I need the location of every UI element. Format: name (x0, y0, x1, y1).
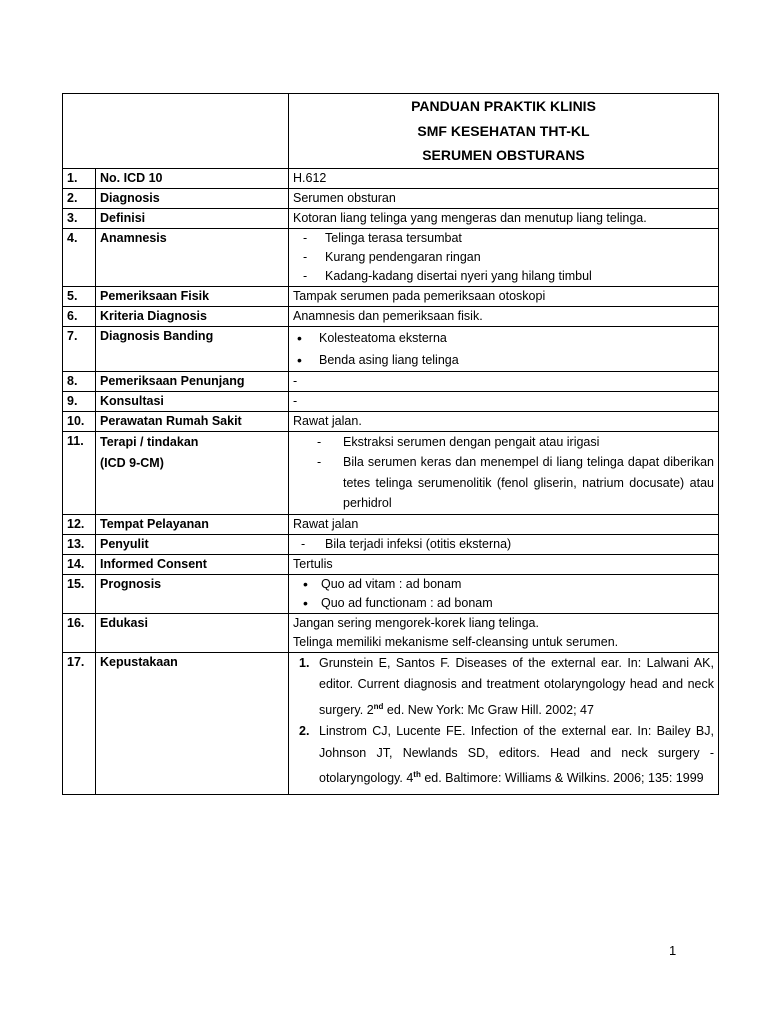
row-value: - (289, 391, 719, 411)
list-item: - Kurang pendengaran ringan (293, 248, 714, 267)
row-label: Diagnosis Banding (96, 326, 289, 371)
row-label: Tempat Pelayanan (96, 514, 289, 534)
table-row (63, 208, 719, 228)
row-label-line-2: (ICD 9-CM) (100, 455, 164, 470)
reference-text: Grunstein E, Santos F. Diseases of the external ear. In: Lalwani AK, editor. Current diagnosis and treatment otolaryngology head and neck surgery. 2 (319, 655, 714, 717)
education-line-2: Telinga memiliki mekanisme self-cleansing untuk serumen. (293, 634, 619, 649)
row-value: H.612 (289, 168, 719, 188)
reference-text-end: ed. New York: Mc Graw Hill. 2002; 47 (383, 702, 594, 717)
header-blank-cell (63, 94, 289, 169)
row-number: 7. (63, 326, 96, 371)
reference-item (293, 721, 714, 790)
row-value (289, 431, 719, 514)
row-number: 3. (63, 208, 96, 228)
reference-superscript: nd (373, 701, 384, 711)
row-label: Diagnosis (96, 188, 289, 208)
differential-list (293, 327, 714, 371)
row-value: Kotoran liang telinga yang mengeras dan menutup liang telinga. (289, 208, 719, 228)
list-item: - Kadang-kadang disertai nyeri yang hilang timbul (293, 267, 714, 286)
row-label: Definisi (96, 208, 289, 228)
row-number: 15. (63, 574, 96, 613)
table-row (63, 168, 719, 188)
title-line-2: SMF KESEHATAN THT-KL (417, 122, 590, 139)
row-value (289, 613, 719, 652)
row-number: 2. (63, 188, 96, 208)
row-number: 5. (63, 286, 96, 306)
table-row (63, 391, 719, 411)
row-value (289, 326, 719, 371)
row-number: 10. (63, 411, 96, 431)
row-label: Kriteria Diagnosis (96, 306, 289, 326)
table-row (63, 554, 719, 574)
table-row (63, 534, 719, 554)
row-value: Rawat jalan. (289, 411, 719, 431)
table-row (63, 326, 719, 371)
reference-text-end: ed. Baltimore: Williams & Wilkins. 2006; 135: 1999 (420, 771, 704, 786)
reference-list (293, 653, 714, 790)
table-row (63, 514, 719, 534)
row-value: Tampak serumen pada pemeriksaan otoskopi (289, 286, 719, 306)
row-value (289, 228, 719, 286)
list-item: • Kolesteatoma eksterna (293, 327, 714, 349)
page-number: 1 (669, 943, 677, 958)
row-label: Pemeriksaan Penunjang (96, 371, 289, 391)
row-value (289, 534, 719, 554)
reference-number: 2. (299, 724, 310, 739)
row-label (96, 431, 289, 514)
education-line-1: Jangan sering mengorek-korek liang telinga. (293, 615, 539, 630)
row-value: Anamnesis dan pemeriksaan fisik. (289, 306, 719, 326)
row-label: Anamnesis (96, 228, 289, 286)
reference-text: Linstrom CJ, Lucente FE. Infection of the external ear. In: Bailey BJ, Johnson JT, Newlands SD, editors. Head and neck surgery - otolaryngology. 4 (319, 724, 714, 786)
table-row (63, 613, 719, 652)
row-label: Pemeriksaan Fisik (96, 286, 289, 306)
reference-number: 1. (299, 655, 310, 670)
list-item: • Quo ad vitam : ad bonam (293, 575, 714, 594)
row-number: 1. (63, 168, 96, 188)
reference-superscript: th (413, 770, 421, 780)
row-number: 9. (63, 391, 96, 411)
row-number: 17. (63, 652, 96, 794)
list-item: - Bila serumen keras dan menempel di liang telinga dapat diberikan tetes telinga serumenolitik (fenol gliserin, natrium docusate) atau perhidrol (293, 452, 714, 514)
row-value (289, 574, 719, 613)
row-number: 8. (63, 371, 96, 391)
table-row (63, 371, 719, 391)
table-row (63, 652, 719, 794)
document-title (289, 94, 719, 169)
table-row (63, 411, 719, 431)
table-row (63, 431, 719, 514)
row-label: No. ICD 10 (96, 168, 289, 188)
row-label: Perawatan Rumah Sakit (96, 411, 289, 431)
row-value: Tertulis (289, 554, 719, 574)
table-row (63, 228, 719, 286)
row-label: Edukasi (96, 613, 289, 652)
complication-list (293, 535, 714, 554)
row-value: Serumen obsturan (289, 188, 719, 208)
therapy-list (293, 432, 714, 514)
list-item: • Benda asing liang telinga (293, 349, 714, 371)
anamnesis-list (293, 229, 714, 286)
reference-item (293, 653, 714, 722)
row-label: Informed Consent (96, 554, 289, 574)
row-number: 6. (63, 306, 96, 326)
list-item: - Telinga terasa tersumbat (293, 229, 714, 248)
row-label: Kepustakaan (96, 652, 289, 794)
row-number: 16. (63, 613, 96, 652)
row-number: 4. (63, 228, 96, 286)
row-number: 12. (63, 514, 96, 534)
row-number: 13. (63, 534, 96, 554)
clinical-guideline-table (62, 93, 719, 795)
row-value: - (289, 371, 719, 391)
table-row (63, 574, 719, 613)
title-line-3: SERUMEN OBSTURANS (422, 147, 585, 163)
row-label-line-1: Terapi / tindakan (100, 434, 199, 449)
row-label: Konsultasi (96, 391, 289, 411)
row-value: Rawat jalan (289, 514, 719, 534)
row-number: 11. (63, 431, 96, 514)
row-label: Penyulit (96, 534, 289, 554)
prognosis-list (293, 575, 714, 613)
table-row (63, 188, 719, 208)
table-header-row (63, 94, 719, 169)
row-number: 14. (63, 554, 96, 574)
list-item: - Bila terjadi infeksi (otitis eksterna) (293, 535, 714, 554)
row-label: Prognosis (96, 574, 289, 613)
list-item: • Quo ad functionam : ad bonam (293, 594, 714, 613)
list-item: - Ekstraksi serumen dengan pengait atau irigasi (293, 432, 714, 453)
row-value (289, 652, 719, 794)
table-row (63, 306, 719, 326)
table-row (63, 286, 719, 306)
title-line-1: PANDUAN PRAKTIK KLINIS (411, 98, 596, 114)
